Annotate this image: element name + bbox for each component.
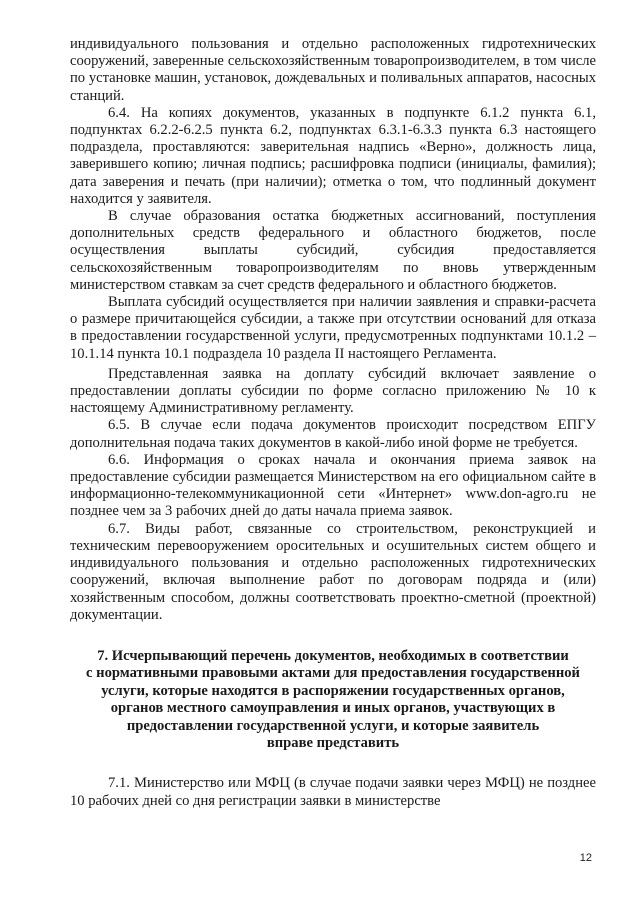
- paragraph-continuation: индивидуального пользования и отдельно расположенных гидротехнических сооружений, заверенные сельскохозяйственным товаропроизводителем, в том числе по установке машин, установок, дождевальных и поливальных аппаратов, насосных станций.: [70, 36, 596, 104]
- heading-line: предоставлении государственной услуги, и которые заявитель: [126, 717, 540, 734]
- paragraph-subsidy-payment: Выплата субсидий осуществляется при наличии заявления и справки-расчета о размере причитающейся субсидии, а также при отсутствии оснований для отказа в предоставлении государственной услуги, предусмотренных подпунктами 10.1.2 – 10.1.14 пункта 10.1 подраздела 10 раздела II настоящего Регламента.: [70, 294, 596, 362]
- heading-line: с нормативными правовыми актами для предоставления государственной: [86, 665, 580, 682]
- heading-line: вправе представить: [266, 734, 400, 751]
- paragraph-6-7: 6.7. Виды работ, связанные со строительством, реконструкцией и техническим перевооружением оросительных и осушительных систем общего и индивидуального пользования и отдельно расположенных гидротехнических сооружений, включая выполнение работ по договорам подряда и (или) хозяйственным способом, должны соответствовать проектно-сметной (проектной) документации.: [70, 520, 596, 623]
- paragraph-6-4: 6.4. На копиях документов, указанных в подпункте 6.1.2 пункта 6.1, подпунктах 6.2.2-6.2.5 пункта 6.2, подпунктах 6.3.1-6.3.3 пункта 6.3 настоящего подраздела, проставляются: заверительная надпись «Верно», должность лица, заверившего копию; личная подпись; расшифровка подписи (инициалы, фамилия); дата заверения и печать (при наличии); отметка о том, что подлинный документ находится у заявителя.: [70, 104, 596, 207]
- paragraph-budget-remainder: В случае образования остатка бюджетных ассигнований, поступления дополнительных средств федерального и областного бюджетов, после осуществления выплаты субсидий, субсидия предоставляется сельскохозяйственным товаропроизводителям по вновь утвержденным министерством ставкам за счет средств федерального и областного бюджетов.: [70, 208, 596, 293]
- section-heading-7: [70, 648, 596, 752]
- document-body: [70, 36, 596, 810]
- paragraph-6-5: 6.5. В случае если подача документов происходит посредством ЕПГУ дополнительная подача таких документов в какой-либо иной форме не требуется.: [70, 417, 596, 451]
- heading-line: органов местного самоуправления и иных органов, участвующих в: [110, 700, 556, 717]
- paragraph-additional-payment: Представленная заявка на доплату субсидий включает заявление о предоставлении доплаты субсидии по форме согласно приложению № 10 к настоящему Административному регламенту.: [70, 365, 596, 417]
- heading-line: услуги, которые находятся в распоряжении государственных органов,: [101, 682, 565, 699]
- page-number: 12: [579, 852, 592, 864]
- paragraph-6-6: 6.6. Информация о сроках начала и окончания приема заявок на предоставление субсидии размещается Министерством на его официальном сайте в информационно-телекоммуникационной сети «Интернет» www.don-agro.ru не позднее чем за 3 рабочих дней до даты начала приема заявок.: [70, 451, 596, 520]
- paragraph-7-1: 7.1. Министерство или МФЦ (в случае подачи заявки через МФЦ) не позднее 10 рабочих дней со дня регистрации заявки в министерстве: [70, 775, 596, 809]
- heading-line: 7. Исчерпывающий перечень документов, необходимых в соответствии: [97, 647, 569, 664]
